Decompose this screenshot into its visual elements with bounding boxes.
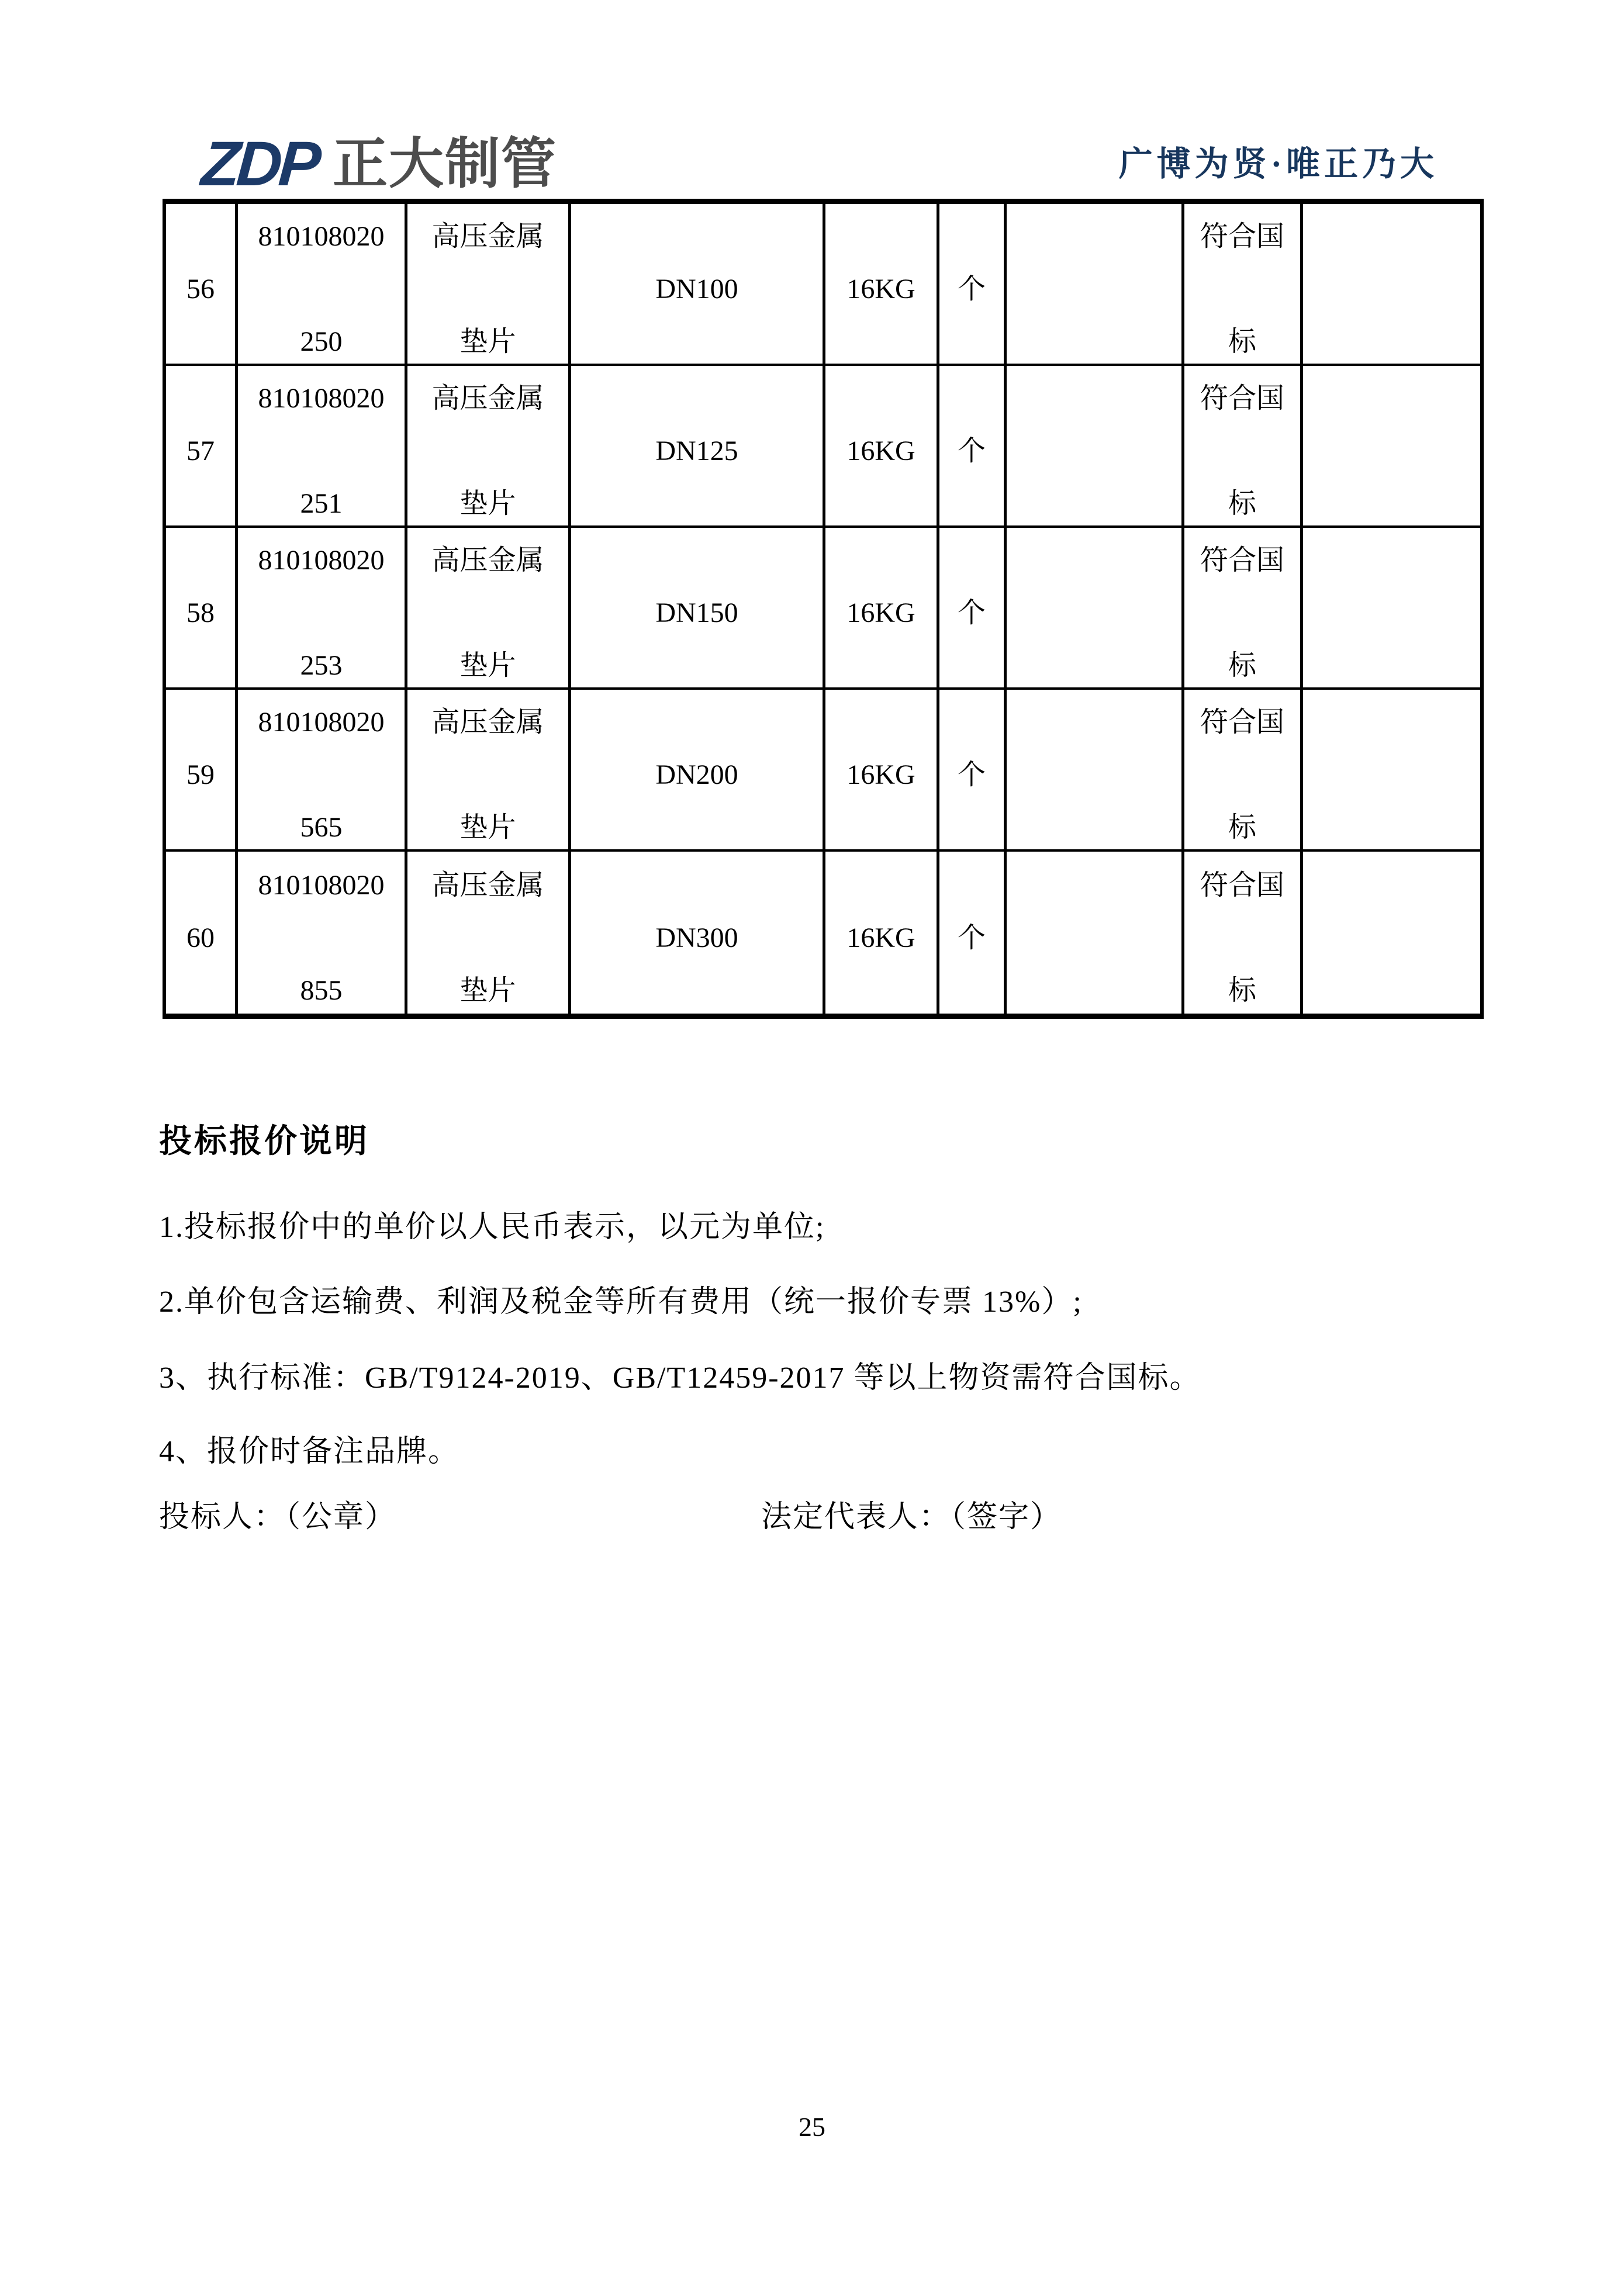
pressure-cell — [825, 204, 939, 366]
note-item-1: 1.投标报价中的单价以人民币表示，以元为单位; — [159, 1211, 825, 1244]
material-code-text: 251 — [300, 487, 343, 519]
pressure-text: 16KG — [846, 435, 915, 466]
material-name-cell — [407, 204, 571, 366]
remark-text: 符合国 — [1200, 706, 1284, 738]
spec-cell — [571, 528, 825, 690]
note-item-3: 3、执行标准：GB/T9124-2019、GB/T12459-2017 等以上物资需符合国标。 — [159, 1361, 1201, 1395]
spec-cell — [571, 690, 825, 852]
row-number-cell — [166, 204, 238, 366]
pressure-text: 16KG — [846, 273, 915, 305]
row-number-text: 59 — [186, 759, 215, 790]
material-code-text: 855 — [300, 974, 343, 1006]
remark-text: 符合国 — [1200, 220, 1284, 252]
row-number-cell — [166, 528, 238, 690]
material-name-text: 垫片 — [459, 974, 516, 1006]
row-number-cell — [166, 366, 238, 528]
material-code-cell — [238, 528, 407, 690]
material-name-text: 垫片 — [459, 811, 516, 843]
unit-text: 个 — [957, 435, 986, 466]
quantity-cell — [1007, 852, 1184, 1014]
pressure-text: 16KG — [846, 597, 915, 628]
remark-text: 符合国 — [1200, 544, 1284, 576]
material-name-cell — [407, 690, 571, 852]
bidder-label: 投标人：（公章） — [159, 1500, 397, 1534]
row-number-cell — [166, 852, 238, 1014]
material-name-text: 高压金属 — [431, 220, 544, 252]
material-code-cell — [238, 852, 407, 1014]
note-cell — [1303, 690, 1480, 852]
material-name-text: 高压金属 — [431, 544, 544, 576]
remark-text: 符合国 — [1200, 869, 1284, 901]
material-name-text: 垫片 — [459, 487, 516, 519]
logo-zdp-icon: ZDP — [199, 128, 320, 199]
pressure-cell — [825, 690, 939, 852]
spec-text: DN100 — [655, 273, 738, 305]
spec-text: DN300 — [655, 922, 738, 953]
signature-row — [159, 1492, 1468, 1534]
quantity-cell — [1007, 366, 1184, 528]
material-name-text: 高压金属 — [431, 706, 544, 738]
row-number-cell — [166, 690, 238, 852]
remark-cell — [1184, 204, 1303, 366]
note-cell — [1303, 366, 1480, 528]
spec-cell — [571, 204, 825, 366]
remark-cell — [1184, 852, 1303, 1014]
row-number-text: 56 — [186, 273, 215, 305]
material-code-cell — [238, 690, 407, 852]
remark-text: 标 — [1228, 974, 1256, 1006]
pressure-cell — [825, 528, 939, 690]
unit-text: 个 — [957, 759, 986, 790]
material-name-cell — [407, 528, 571, 690]
unit-text: 个 — [957, 922, 986, 953]
pressure-cell — [825, 366, 939, 528]
spec-text: DN125 — [655, 435, 738, 466]
spec-cell — [571, 366, 825, 528]
material-name-cell — [407, 366, 571, 528]
company-logo — [199, 128, 558, 199]
material-name-text: 高压金属 — [431, 382, 544, 414]
material-code-cell — [238, 366, 407, 528]
notes-title: 投标报价说明 — [159, 1123, 369, 1160]
unit-text: 个 — [957, 597, 986, 628]
note-cell — [1303, 204, 1480, 366]
row-number-text: 60 — [186, 922, 215, 953]
material-name-cell — [407, 852, 571, 1014]
pressure-text: 16KG — [846, 759, 915, 790]
note-cell — [1303, 852, 1480, 1014]
unit-cell — [939, 366, 1007, 528]
note-item-4: 4、报价时备注品牌。 — [159, 1435, 460, 1468]
remark-cell — [1184, 366, 1303, 528]
material-code-text: 565 — [300, 811, 343, 843]
unit-cell — [939, 528, 1007, 690]
material-code-text: 810108020 — [258, 544, 385, 576]
material-code-text: 250 — [300, 326, 343, 357]
remark-cell — [1184, 528, 1303, 690]
materials-table — [163, 199, 1484, 1019]
unit-cell — [939, 852, 1007, 1014]
unit-cell — [939, 690, 1007, 852]
quantity-cell — [1007, 690, 1184, 852]
legal-representative-label: 法定代表人：（签字） — [761, 1500, 1062, 1534]
material-name-text: 高压金属 — [431, 869, 544, 901]
unit-cell — [939, 204, 1007, 366]
material-name-text: 垫片 — [459, 649, 516, 681]
row-number-text: 57 — [186, 435, 215, 466]
material-code-cell — [238, 204, 407, 366]
page-number: 25 — [799, 2112, 825, 2142]
remark-text: 标 — [1228, 487, 1256, 519]
pressure-text: 16KG — [846, 922, 915, 953]
logo-company-name: 正大制管 — [333, 133, 558, 194]
note-cell — [1303, 528, 1480, 690]
spec-text: DN150 — [655, 597, 738, 628]
material-name-text: 垫片 — [459, 326, 516, 357]
material-code-text: 810108020 — [258, 869, 385, 901]
spec-text: DN200 — [655, 759, 738, 790]
remark-cell — [1184, 690, 1303, 852]
header-slogan: 广博为贤·唯正乃大 — [1118, 145, 1438, 183]
spec-cell — [571, 852, 825, 1014]
material-code-text: 810108020 — [258, 382, 385, 414]
remark-text: 符合国 — [1200, 382, 1284, 414]
material-code-text: 810108020 — [258, 220, 385, 252]
remark-text: 标 — [1228, 326, 1256, 357]
row-number-text: 58 — [186, 597, 215, 628]
note-item-2: 2.单价包含运输费、利润及税金等所有费用（统一报价专票 13%）; — [159, 1285, 1083, 1319]
material-code-text: 253 — [300, 649, 343, 681]
pressure-cell — [825, 852, 939, 1014]
unit-text: 个 — [957, 273, 986, 305]
quantity-cell — [1007, 204, 1184, 366]
remark-text: 标 — [1228, 811, 1256, 843]
material-code-text: 810108020 — [258, 706, 385, 738]
quantity-cell — [1007, 528, 1184, 690]
remark-text: 标 — [1228, 649, 1256, 681]
